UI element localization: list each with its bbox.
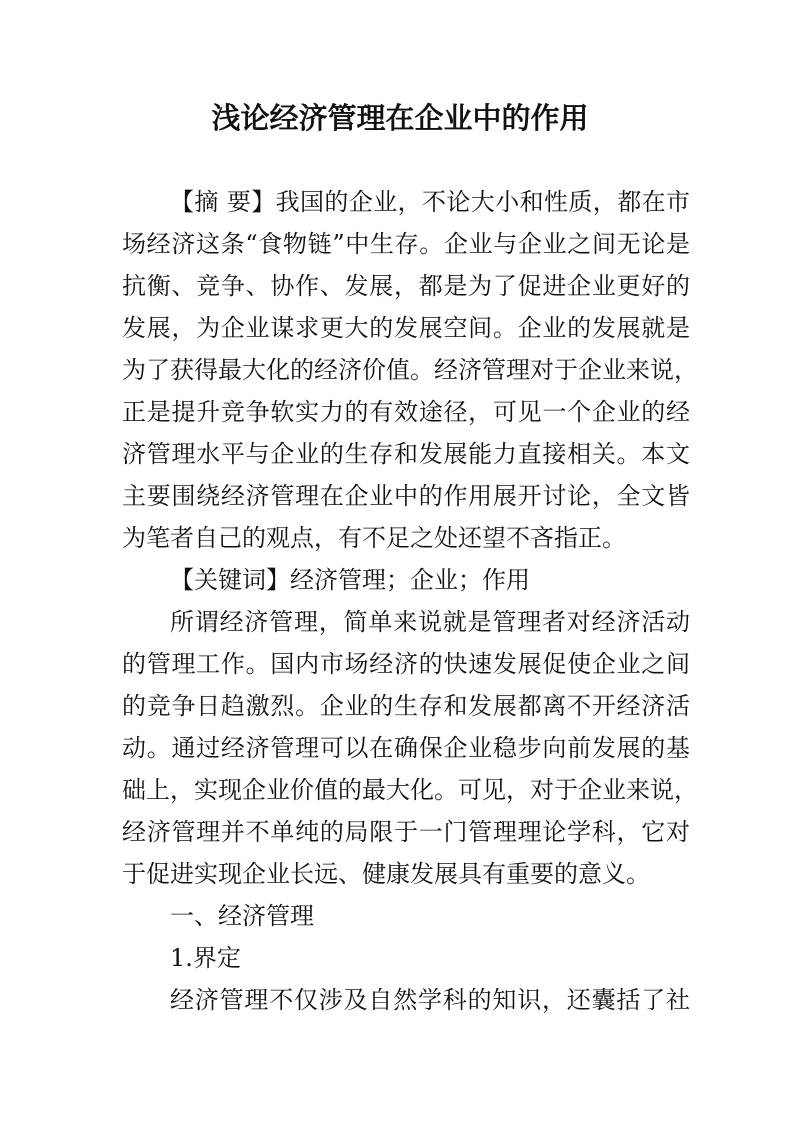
abstract-line: 为了获得最大化的经济价值。经济管理对于企业来说， (122, 356, 698, 384)
abstract-line: 济管理水平与企业的生存和发展能力直接相关。本文 (122, 440, 690, 468)
body-line: 经济管理不仅涉及自然学科的知识，还囊括了社 (170, 986, 690, 1014)
abstract-line: 主要围绕经济管理在企业中的作用展开讨论，全文皆 (122, 482, 690, 510)
abstract-line: 正是提升竞争软实力的有效途径，可见一个企业的经 (122, 398, 690, 426)
intro-line: 的竞争日趋激烈。企业的生存和发展都离不开经济活 (122, 692, 690, 720)
abstract-line: 发展，为企业谋求更大的发展空间。企业的发展就是 (122, 314, 690, 342)
intro-line: 础上，实现企业价值的最大化。可见，对于企业来说， (122, 776, 698, 804)
abstract-line: 抗衡、竞争、协作、发展，都是为了促进企业更好的 (122, 272, 690, 300)
document-title: 浅论经济管理在企业中的作用 (211, 101, 589, 135)
intro-line: 经济管理并不单纯的局限于一门管理理论学科，它对 (122, 818, 690, 846)
intro-line: 动。通过经济管理可以在确保企业稳步向前发展的基 (122, 734, 690, 762)
subsection-heading: 1.界定 (170, 944, 241, 972)
intro-line: 所谓经济管理，简单来说就是管理者对经济活动 (170, 608, 690, 636)
intro-line: 于促进实现企业长远、健康发展具有重要的意义。 (122, 860, 650, 888)
abstract-line: 为笔者自己的观点，有不足之处还望不吝指正。 (122, 524, 626, 552)
section-heading: 一、经济管理 (170, 902, 314, 930)
keywords-line: 【关键词】经济管理；企业；作用 (170, 566, 530, 594)
intro-line: 的管理工作。国内市场经济的快速发展促使企业之间 (122, 650, 690, 678)
abstract-line: 场经济这条“食物链”中生存。企业与企业之间无论是 (122, 230, 690, 258)
abstract-line: 【摘 要】我国的企业，不论大小和性质，都在市 (170, 188, 690, 216)
